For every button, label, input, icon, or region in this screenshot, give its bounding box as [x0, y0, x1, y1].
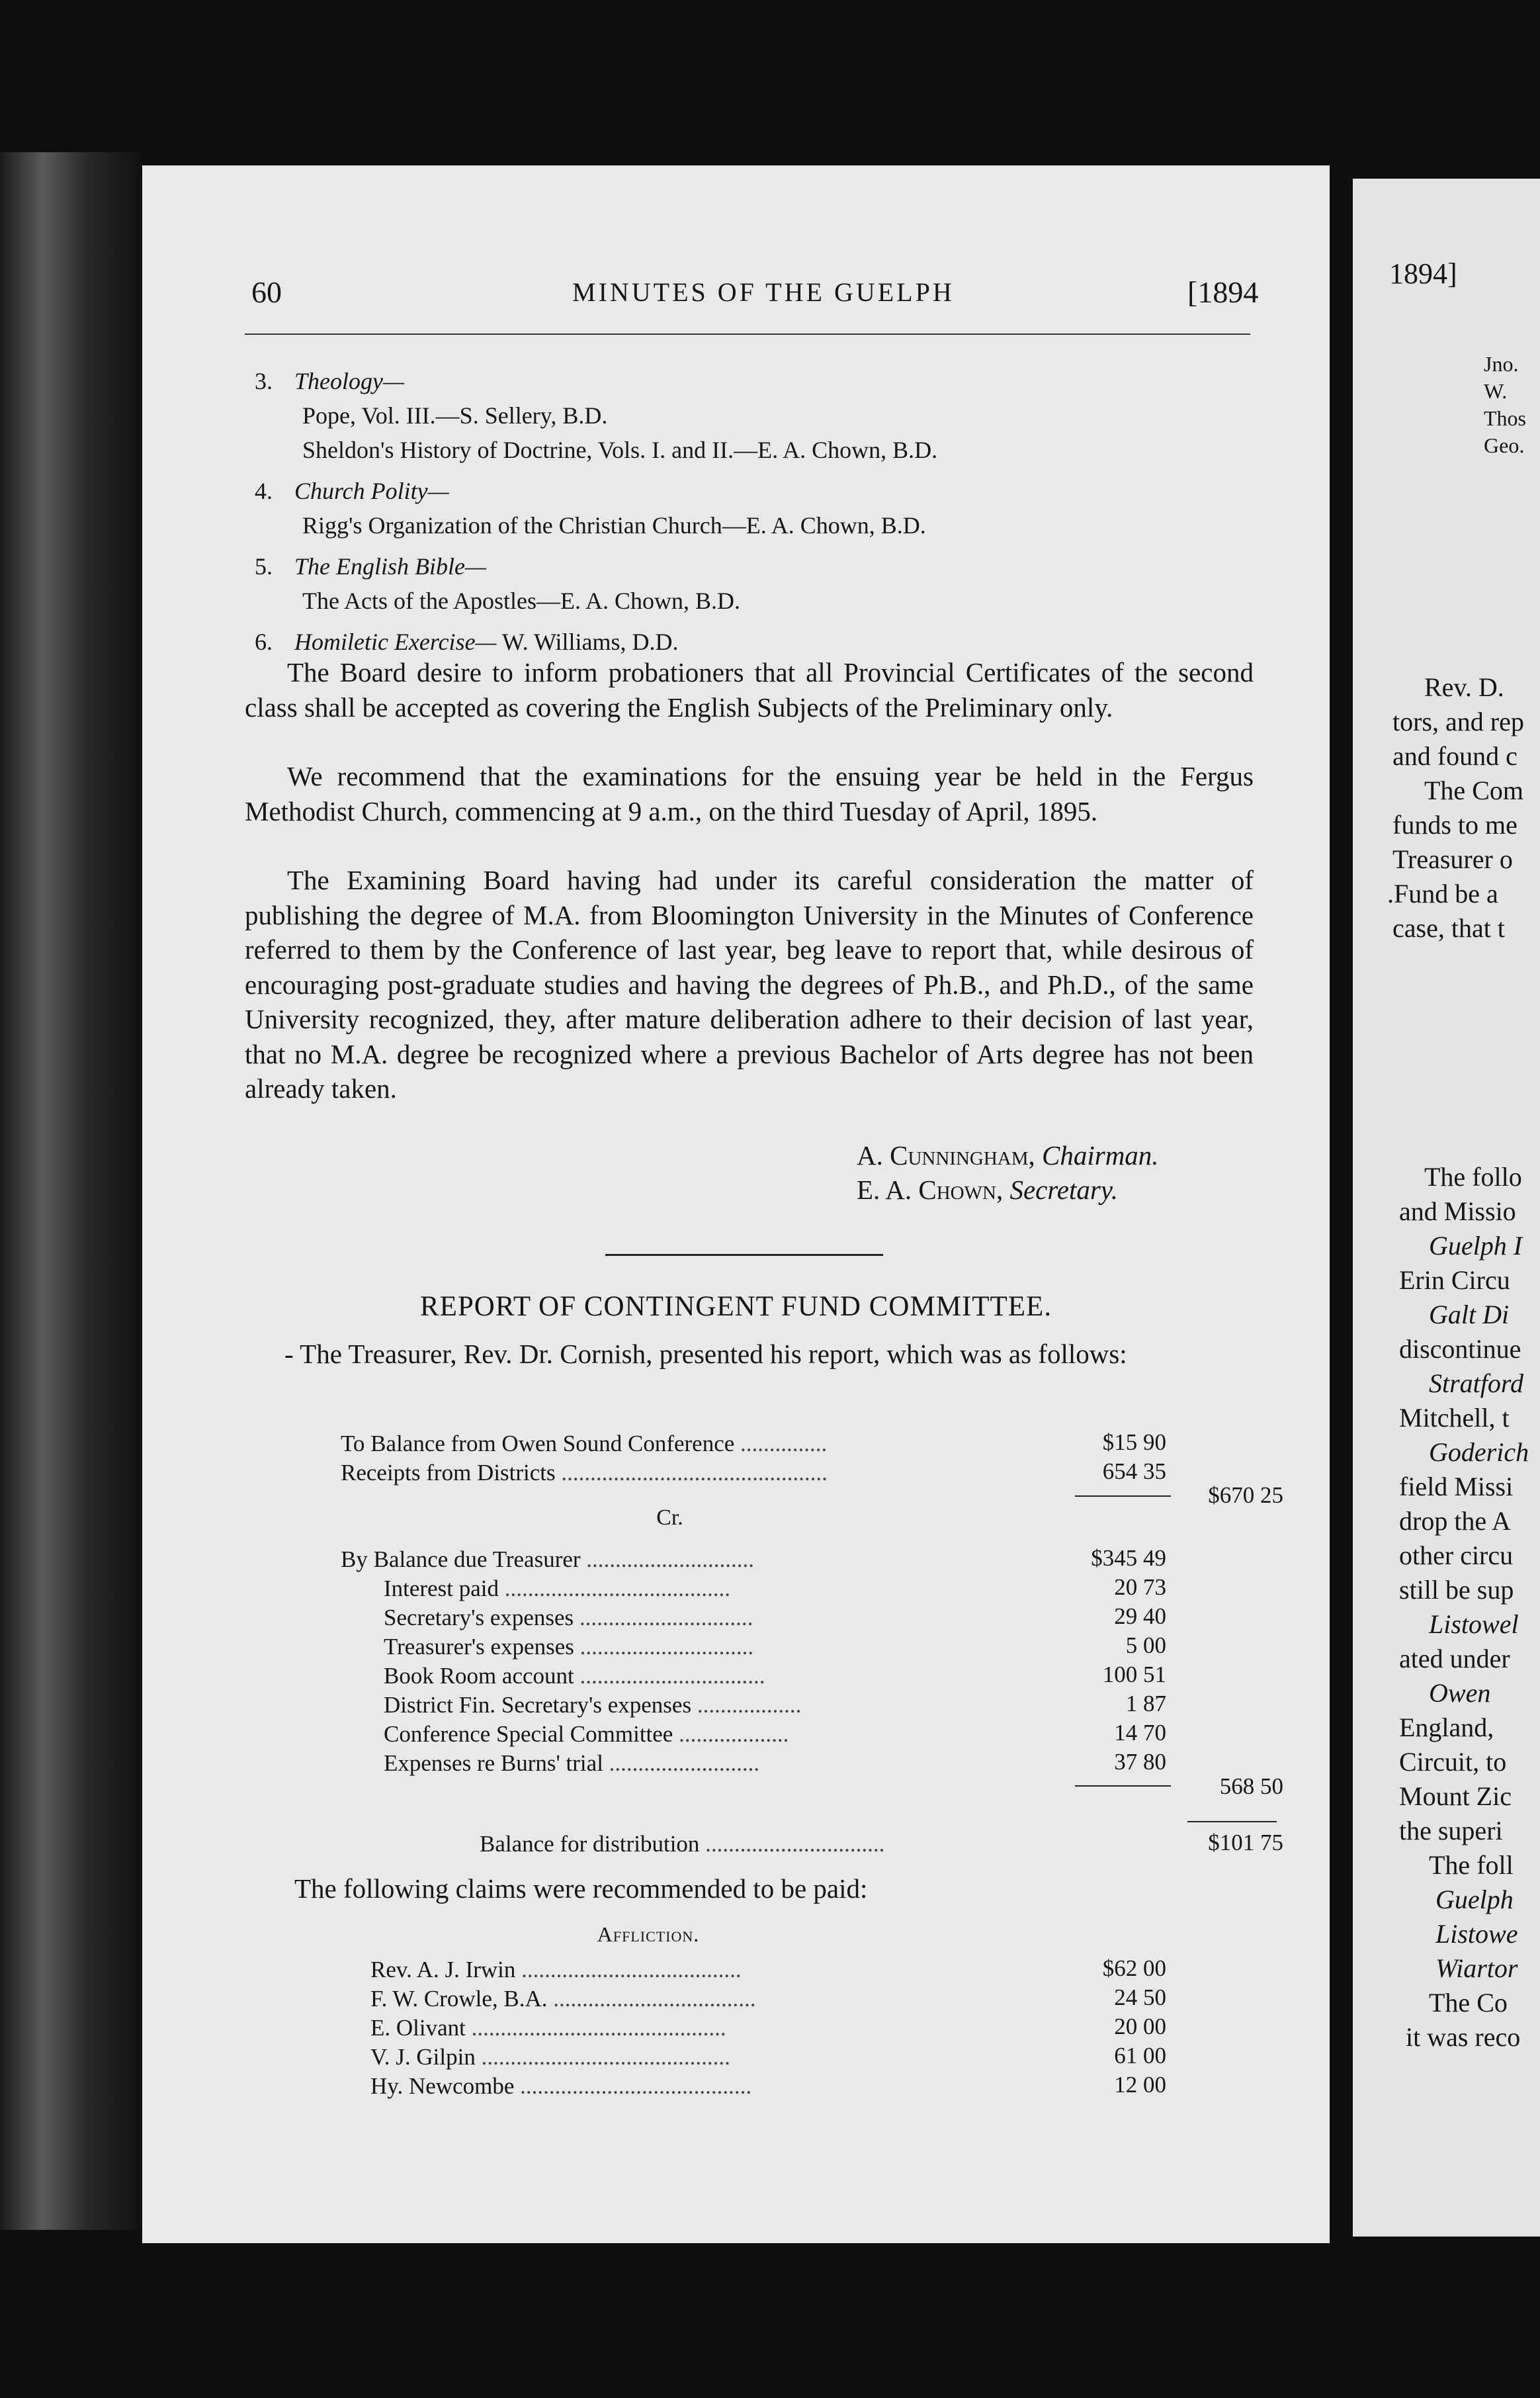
list-inline: W. Williams, D.D. [501, 629, 679, 655]
ledger-row: District Fin. Secretary's expenses .................. [384, 1692, 802, 1718]
list-subject: Homiletic Exercise— [294, 629, 497, 655]
signature-secretary: E. A. Chown, Secretary. [857, 1175, 1119, 1205]
ledger-amount: 654 35 [1102, 1458, 1166, 1484]
list-book: Sheldon's History of Doctrine, Vols. I. and II.—E. A. Chown, B.D. [302, 437, 938, 463]
right-line: The Com [1424, 776, 1523, 805]
ledger-amount: 100 51 [1102, 1662, 1166, 1687]
sum-rule [1075, 1495, 1171, 1497]
header-year: [1894 [1187, 275, 1259, 309]
right-line: Rev. D. [1424, 672, 1504, 702]
right-line: field Missi [1399, 1472, 1514, 1501]
right-line: The foll [1429, 1850, 1514, 1880]
claims-intro: The following claims were recommended to be paid: [294, 1873, 868, 1904]
right-header-year: 1894] [1389, 257, 1457, 290]
cr-label: Cr. [656, 1505, 683, 1530]
ledger-amount: $15 90 [1102, 1429, 1166, 1455]
right-line: drop the A [1399, 1506, 1511, 1536]
left-page [142, 165, 1330, 2243]
right-line: Goderich [1429, 1437, 1529, 1467]
paragraph: The Board desire to inform probationers that all Provincial Certificates of the second class shall be accepted as covering the English Subjects of the Preliminary only. [245, 657, 1254, 723]
list-subject: Theology— [294, 368, 404, 394]
right-line: other circu [1399, 1540, 1514, 1570]
binding-gutter [0, 152, 142, 2230]
ledger-amount: 14 70 [1114, 1720, 1166, 1746]
right-line: Mitchell, t [1399, 1403, 1510, 1433]
right-line: .Fund be a [1387, 879, 1498, 909]
right-line: Listowe [1435, 1919, 1518, 1949]
right-line: Galt Di [1429, 1300, 1510, 1329]
right-line: the superi [1399, 1816, 1503, 1845]
right-page [1353, 179, 1540, 2237]
list-subject: The English Bible— [294, 553, 486, 580]
sum-rule [1075, 1785, 1171, 1787]
ledger-row: Secretary's expenses .............................. [384, 1605, 753, 1630]
claim-amount: 61 00 [1114, 2043, 1166, 2068]
right-line: and found c [1392, 741, 1518, 771]
affliction-heading: Affliction. [597, 1922, 700, 1946]
right-line: The follo [1424, 1162, 1522, 1192]
claim-row: V. J. Gilpin ........................................... [370, 2044, 730, 2070]
ledger-amount: $345 49 [1091, 1545, 1166, 1571]
claim-amount: $62 00 [1102, 1955, 1166, 1981]
list-book: The Acts of the Apostles—E. A. Chown, B.D. [302, 588, 740, 614]
ledger-amount: 37 80 [1114, 1749, 1166, 1775]
list-book: Rigg's Organization of the Christian Church—E. A. Chown, B.D. [302, 512, 926, 539]
balance-amount: $101 75 [1208, 1830, 1283, 1855]
ledger-amount: 20 73 [1114, 1574, 1166, 1600]
claim-amount: 24 50 [1114, 1984, 1166, 2010]
claim-row: Rev. A. J. Irwin ...................................... [370, 1957, 742, 1982]
right-line: Treasurer o [1392, 844, 1513, 874]
report-title: REPORT OF CONTINGENT FUND COMMITTEE. [419, 1291, 1052, 1322]
ledger-row: Expenses re Burns' trial .......................... [384, 1750, 760, 1776]
list-book: Pope, Vol. III.—S. Sellery, B.D. [302, 402, 608, 429]
exam-list [255, 364, 1247, 659]
paragraph: We recommend that the examinations for the ensuing year be held in the Fergus Methodist Church, commencing at 9 a.m., on the third Tuesday of April, 1895. [245, 761, 1254, 826]
right-line: Guelph I [1429, 1231, 1523, 1261]
right-line: Circuit, to [1399, 1747, 1507, 1777]
claim-amount: 12 00 [1114, 2072, 1166, 2098]
header-rule [245, 333, 1250, 335]
ledger-row: Treasurer's expenses .............................. [384, 1634, 754, 1660]
right-line: discontinue [1399, 1334, 1521, 1364]
list-item: 5. The English Bible— The Acts of the Apostles—E. A. Chown, B.D. [255, 549, 1247, 618]
list-item: 4. Church Polity— Rigg's Organization of the Christian Church—E. A. Chown, B.D. [255, 474, 1247, 543]
right-line: Owen [1429, 1678, 1491, 1708]
right-line: Geo. [1484, 433, 1525, 457]
claim-row: Hy. Newcombe ........................................ [370, 2073, 752, 2099]
ledger-amount: 1 87 [1125, 1691, 1166, 1716]
right-line: Mount Zic [1399, 1781, 1512, 1811]
section-divider [605, 1254, 883, 1256]
right-line: W. [1484, 379, 1508, 403]
ledger-row: By Balance due Treasurer ............................. [341, 1546, 755, 1572]
right-line: case, that t [1392, 913, 1505, 943]
report-intro: - The Treasurer, Rev. Dr. Cornish, presented his report, which was as follows: [284, 1339, 1127, 1369]
right-line: Wiartor [1435, 1953, 1518, 1983]
ledger-row: To Balance from Owen Sound Conference ............... [341, 1431, 828, 1456]
balance-row: Balance for distribution ............................... [480, 1831, 885, 1857]
right-line: England, [1399, 1712, 1494, 1742]
page-number: 60 [251, 275, 282, 309]
claim-amount: 20 00 [1114, 2014, 1166, 2039]
claim-row: E. Olivant ............................................ [370, 2015, 726, 2041]
ledger-total: 568 50 [1219, 1773, 1283, 1799]
ledger-row: Receipts from Districts .............................................. [341, 1460, 828, 1486]
signature-chairman: A. Cunningham, Chairman. [857, 1140, 1159, 1171]
right-line: ated under [1399, 1644, 1510, 1673]
claim-row: F. W. Crowle, B.A. ................................... [370, 1986, 756, 2012]
right-line: Guelph [1435, 1885, 1514, 1914]
list-item: 6. Homiletic Exercise— W. Williams, D.D. [255, 629, 679, 655]
ledger-amount: 29 40 [1114, 1603, 1166, 1629]
ledger-row: Interest paid ....................................... [384, 1576, 730, 1601]
ledger-amount: 5 00 [1125, 1632, 1166, 1658]
ledger-row: Conference Special Committee ................... [384, 1721, 789, 1747]
right-line: Thos [1484, 406, 1526, 430]
right-line: The Co [1429, 1988, 1508, 2018]
right-line: Jno. [1484, 352, 1519, 376]
ledger-row: Book Room account ................................ [384, 1663, 765, 1689]
right-line: funds to me [1392, 810, 1518, 840]
sum-rule [1187, 1821, 1277, 1822]
right-line: tors, and rep [1392, 707, 1524, 736]
right-line: it was reco [1406, 2022, 1521, 2052]
right-line: and Missio [1399, 1196, 1516, 1226]
list-item: 3. Theology— Pope, Vol. III.—S. Sellery, B.D. Sheldon's History of Doctrine, Vols. I. and II.—E. A. Chown, B.D. [255, 364, 1247, 467]
paragraph: The Examining Board having had under its careful consideration the matter of publishing the degree of M.A. from Bloomington University in the Minutes of Conference referred to them by the Conference of last year, beg leave to report that, while desirous of encouraging post-graduate studies and having the degrees of Ph.B., and Ph.D., of the same University recognized, they, after mature deliberation adhere to their decision of last year, that no M.A. degree be recognized where a previous Bachelor of Arts degree has not been already taken. [245, 865, 1254, 1104]
list-subject: Church Polity— [294, 478, 449, 504]
right-line: Stratford [1429, 1368, 1523, 1398]
running-title: MINUTES OF THE GUELPH [572, 277, 955, 307]
ledger-total: $670 25 [1208, 1482, 1283, 1508]
right-line: Listowel [1429, 1609, 1519, 1639]
right-line: Erin Circu [1399, 1265, 1510, 1295]
right-line: still be sup [1399, 1575, 1514, 1605]
